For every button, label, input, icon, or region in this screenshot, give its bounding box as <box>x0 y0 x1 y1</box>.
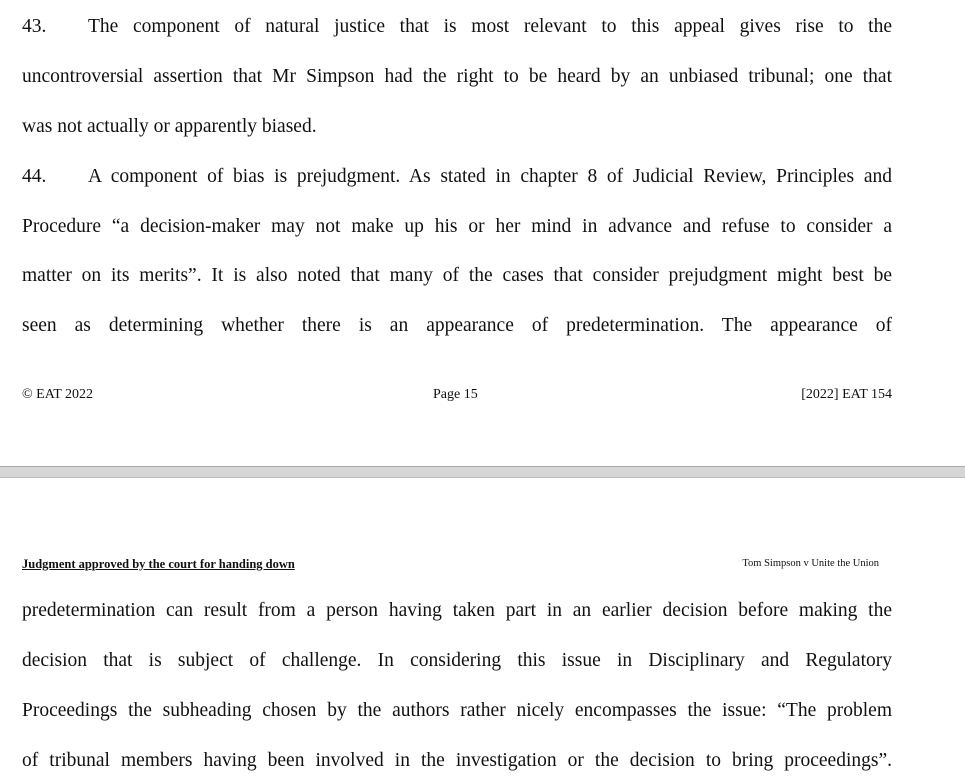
paragraph-43-line-2: uncontroversial assertion that Mr Simpson had the right to be heard by an unbiased tribunal; one that <box>22 66 892 87</box>
paragraph-44-line-1 <box>22 165 892 189</box>
paragraph-44-line-4: seen as determining whether there is an appearance of predetermination. The appearance of <box>22 315 892 336</box>
document-page-16 <box>0 478 965 780</box>
paragraph-44-line-6: decision that is subject of challenge. In considering this issue in Disciplinary and Regulatory <box>22 650 892 671</box>
paragraph-number: 44. <box>22 166 47 187</box>
paragraph-44-line-8: of tribunal members having been involved in the investigation or the decision to bring proceedings”. <box>22 750 892 771</box>
paragraph-43-line-1 <box>22 15 892 39</box>
footer-page-number: Page 15 <box>433 387 478 402</box>
line-text: A component of bias is prejudgment. As stated in chapter 8 of Judicial Review, Principles and <box>88 166 892 187</box>
footer-citation: [2022] EAT 154 <box>801 387 892 402</box>
paragraph-44-line-2: Procedure “a decision-maker may not make up his or her mind in advance and refuse to consider a <box>22 216 892 237</box>
paragraph-44-line-3: matter on its merits”. It is also noted that many of the cases that consider prejudgment might best be <box>22 265 892 286</box>
header-judgment-approved: Judgment approved by the court for handing down <box>22 557 295 571</box>
paragraph-43-line-3: was not actually or apparently biased. <box>22 116 317 137</box>
footer-copyright: © EAT 2022 <box>22 387 94 402</box>
paragraph-44-line-7: Proceedings the subheading chosen by the authors rather nicely encompasses the issue: “The problem <box>22 700 892 721</box>
page-break-divider <box>0 466 965 478</box>
paragraph-44-line-5: predetermination can result from a person having taken part in an earlier decision before making the <box>22 600 892 621</box>
paragraph-number: 43. <box>22 16 47 37</box>
header-case-name: Tom Simpson v Unite the Union <box>742 558 879 569</box>
line-text: The component of natural justice that is most relevant to this appeal gives rise to the <box>88 16 892 37</box>
